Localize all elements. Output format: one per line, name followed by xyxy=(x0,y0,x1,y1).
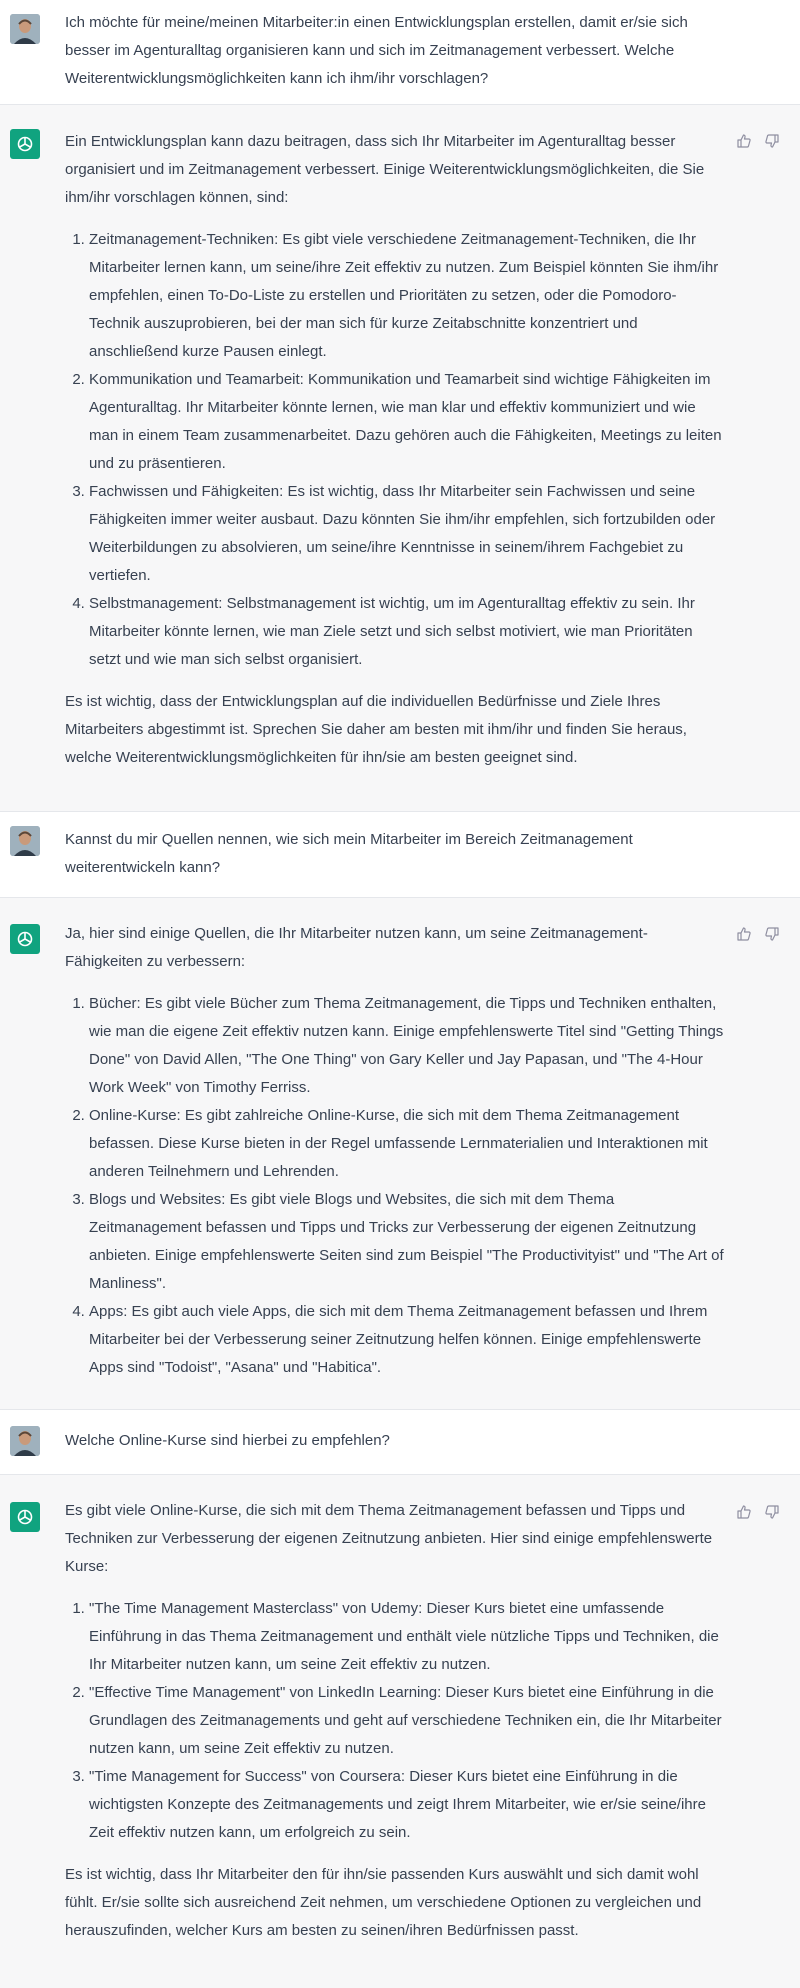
openai-logo-icon xyxy=(10,924,40,954)
message-text xyxy=(65,826,725,882)
user-prompt: Kannst du mir Quellen nennen, wie sich mein Mitarbeiter im Bereich Zeitmanagement weiterentwickeln kann? xyxy=(65,831,633,876)
list-item: 3. Fachwissen und Fähigkeiten: Es ist wichtig, dass Ihr Mitarbeiter sein Fachwissen und seine Fähigkeiten immer weiter ausbaut. Dazu könnten Sie ihm/ihr empfehlen, sich fortzubilden oder Weiterbildungen zu absolvieren, um seine/ihre Kenntnisse in seinem/ihrem Fachgebiet zu vertiefen. xyxy=(89,478,725,590)
list-item: 2. "Effective Time Management" von LinkedIn Learning: Dieser Kurs bietet eine Einführung in die Grundlagen des Zeitmanagements und geht auf verschiedene Techniken ein, die Ihr Mitarbeiter nutzen kann, um seine Zeit effektiv zu nutzen. xyxy=(89,1679,725,1763)
user-prompt: Ich möchte für meine/meinen Mitarbeiter:in einen Entwicklungsplan erstellen, damit er/sie sich besser im Agenturalltag organisieren kann und sich im Zeitmanagement verbessert. Welche Weiterentwicklungsmöglichkeiten kann ich ihm/ihr vorschlagen? xyxy=(65,14,688,87)
feedback-buttons xyxy=(736,133,780,149)
user-message xyxy=(0,1410,800,1475)
list-item: 1. Zeitmanagement-Techniken: Es gibt viele verschiedene Zeitmanagement-Techniken, die Ihr Mitarbeiter lernen kann, um seine/ihre Zeit effektiv zu nutzen. Zum Beispiel könnten Sie ihm/ihr empfehlen, einen To-Do-Liste zu erstellen und Prioritäten zu setzen, oder die Pomodoro-Technik auszuprobieren, bei der man sich für kurze Zeitabschnitte konzentriert und anschließend kurze Pausen einlegt. xyxy=(89,226,725,366)
message-text xyxy=(65,1427,725,1455)
list-item: 2. Online-Kurse: Es gibt zahlreiche Online-Kurse, die sich mit dem Thema Zeitmanagement befassen. Diese Kurse bieten in der Regel umfassende Lernmaterialien und Interaktionen mit anderen Teilnehmern und Lehrenden. xyxy=(89,1102,725,1186)
answer-intro: Ja, hier sind einige Quellen, die Ihr Mitarbeiter nutzen kann, um seine Zeitmanagement-Fähigkeiten zu verbessern: xyxy=(65,925,648,970)
openai-logo-icon xyxy=(10,1502,40,1532)
message-text xyxy=(65,1497,725,1945)
thumbs-down-icon[interactable] xyxy=(764,926,780,942)
feedback-buttons xyxy=(736,926,780,942)
user-avatar-icon xyxy=(10,826,40,856)
answer-list xyxy=(65,226,725,674)
message-text xyxy=(65,128,725,772)
list-item: 3. "Time Management for Success" von Coursera: Dieser Kurs bietet eine Einführung in die wichtigsten Konzepte des Zeitmanagements und zeigt Ihrem Mitarbeiter, wie er/sie seine/ihre Zeit effektiv nutzen kann, um erfolgreich zu sein. xyxy=(89,1763,725,1847)
thumbs-up-icon[interactable] xyxy=(736,926,752,942)
thumbs-down-icon[interactable] xyxy=(764,133,780,149)
thumbs-up-icon[interactable] xyxy=(736,133,752,149)
answer-intro: Ein Entwicklungsplan kann dazu beitragen, dass sich Ihr Mitarbeiter im Agenturalltag besser organisiert und im Zeitmanagement verbessert. Einige Weiterentwicklungsmöglichkeiten, die Sie ihm/ihr vorschlagen können, sind: xyxy=(65,133,705,206)
thumbs-up-icon[interactable] xyxy=(736,1504,752,1520)
openai-logo-icon xyxy=(10,129,40,159)
answer-outro: Es ist wichtig, dass Ihr Mitarbeiter den für ihn/sie passenden Kurs auswählt und sich damit wohl fühlt. Er/sie sollte sich ausreichend Zeit nehmen, um verschiedene Optionen zu vergleichen und herauszufinden, welcher Kurs am besten zu seinen/ihren Bedürfnissen passt. xyxy=(65,1866,702,1939)
assistant-message xyxy=(0,1475,800,1988)
user-prompt: Welche Online-Kurse sind hierbei zu empfehlen? xyxy=(65,1432,390,1449)
answer-list xyxy=(65,990,725,1382)
user-avatar-icon xyxy=(10,14,40,44)
user-message xyxy=(0,0,800,105)
answer-intro: Es gibt viele Online-Kurse, die sich mit dem Thema Zeitmanagement befassen und Tipps und Techniken zur Verbesserung der eigenen Zeitnutzung anbieten. Hier sind einige empfehlenswerte Kurse: xyxy=(65,1502,713,1575)
list-item: 1. "The Time Management Masterclass" von Udemy: Dieser Kurs bietet eine umfassende Einführung in das Thema Zeitmanagement und enthält viele nützliche Tipps und Techniken, die Ihr Mitarbeiter nutzen kann, um seine Zeit effektiv zu nutzen. xyxy=(89,1595,725,1679)
message-text xyxy=(65,9,725,93)
list-item: 4. Apps: Es gibt auch viele Apps, die sich mit dem Thema Zeitmanagement befassen und Ihrem Mitarbeiter bei der Verbesserung seiner Zeitnutzung helfen können. Einige empfehlenswerte Apps sind "Todoist", "Asana" und "Habitica". xyxy=(89,1298,725,1382)
user-avatar-icon xyxy=(10,1426,40,1456)
answer-outro: Es ist wichtig, dass der Entwicklungsplan auf die individuellen Bedürfnisse und Ziele Ihres Mitarbeiters abgestimmt ist. Sprechen Sie daher am besten mit ihm/ihr und finden Sie heraus, welche Weiterentwicklungsmöglichkeiten für ihn/sie am besten geeignet sind. xyxy=(65,693,687,766)
thumbs-down-icon[interactable] xyxy=(764,1504,780,1520)
list-item: 4. Selbstmanagement: Selbstmanagement ist wichtig, um im Agenturalltag effektiv zu sein. Ihr Mitarbeiter könnte lernen, wie man Ziele setzt und sich selbst motiviert, wie man Prioritäten setzt und wie man sich selbst organisiert. xyxy=(89,590,725,674)
feedback-buttons xyxy=(736,1504,780,1520)
list-item: 2. Kommunikation und Teamarbeit: Kommunikation und Teamarbeit sind wichtige Fähigkeiten im Agenturalltag. Ihr Mitarbeiter könnte lernen, wie man klar und effektiv kommuniziert und wie man in einem Team zusammenarbeitet. Dazu gehören auch die Fähigkeiten, Meetings zu leiten und zu präsentieren. xyxy=(89,366,725,478)
user-message xyxy=(0,812,800,898)
assistant-message xyxy=(0,898,800,1410)
answer-list xyxy=(65,1595,725,1847)
assistant-message xyxy=(0,105,800,812)
message-text xyxy=(65,920,725,1382)
list-item: 1. Bücher: Es gibt viele Bücher zum Thema Zeitmanagement, die Tipps und Techniken enthalten, wie man die eigene Zeit effektiv nutzen kann. Einige empfehlenswerte Titel sind "Getting Things Done" von David Allen, "The One Thing" von Gary Keller und Jay Papasan, und "The 4-Hour Work Week" von Timothy Ferriss. xyxy=(89,990,725,1102)
list-item: 3. Blogs und Websites: Es gibt viele Blogs und Websites, die sich mit dem Thema Zeitmanagement befassen und Tipps und Tricks zur Verbesserung der eigenen Zeitnutzung anbieten. Einige empfehlenswerte Seiten sind zum Beispiel "The Productivityist" und "The Art of Manliness". xyxy=(89,1186,725,1298)
